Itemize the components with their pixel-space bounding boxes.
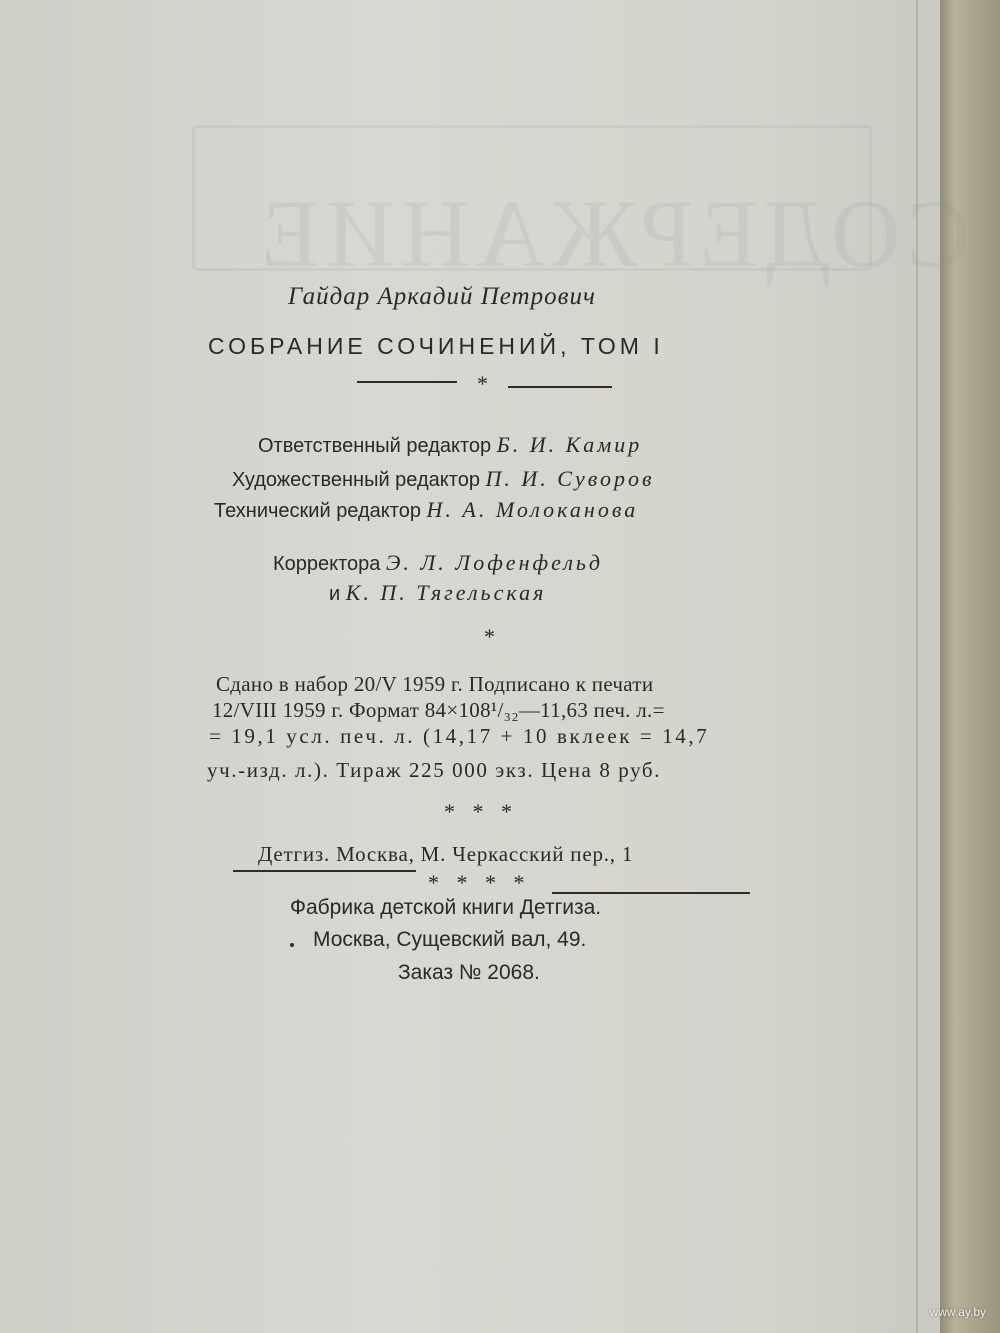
publisher-address: Детгиз. Москва, М. Черкасский пер., 1 [258, 842, 634, 866]
imprint-line-2: 12/VIII 1959 г. Формат 84×108¹/₃₂—11,63 печ. л.= [212, 698, 665, 722]
correctors-conj: и [329, 583, 341, 605]
title-divider-star: * [477, 371, 488, 396]
four-stars-divider: * * * * [428, 870, 531, 895]
stray-dot [290, 943, 294, 947]
credit-person: Н. А. Молоканова [426, 497, 639, 522]
site-watermark: www.ay.by [929, 1305, 986, 1319]
imprint-line-3: = 19,1 усл. печ. л. (14,17 + 10 вклеек = 14,7 [209, 724, 710, 748]
show-through-text: СОДЕРЖАНИЕ [255, 180, 971, 287]
credit-role: Ответственный редактор [258, 435, 492, 457]
factory-line-2: Москва, Сущевский вал, 49. [313, 928, 587, 951]
correctors-line-1 [273, 550, 603, 576]
factory-line-1: Фабрика детской книги Детгиза. [290, 896, 602, 919]
title-rule-right [508, 386, 612, 388]
imprint-line-4: уч.-изд. л.). Тираж 225 000 экз. Цена 8 руб. [207, 758, 662, 782]
credit-responsible-editor [258, 432, 642, 458]
corrector-name-2: К. П. Тягельская [345, 580, 547, 605]
correctors-label: Корректора [273, 553, 381, 575]
credit-role: Художественный редактор [232, 469, 480, 491]
imprint-line-1: Сдано в набор 20/V 1959 г. Подписано к печати [216, 672, 654, 696]
credit-person: Б. И. Камир [496, 432, 643, 457]
credit-art-editor [232, 466, 655, 492]
title-rule-left [357, 381, 457, 383]
volume-title: СОБРАНИЕ СОЧИНЕНИЙ, ТОМ I [208, 333, 664, 359]
credit-technical-editor [214, 497, 638, 523]
credit-role: Технический редактор [214, 500, 421, 522]
section-star: * [484, 624, 495, 649]
footer-rule-right [552, 892, 750, 894]
credit-person: П. И. Суворов [485, 466, 655, 491]
factory-line-3: Заказ № 2068. [398, 961, 540, 984]
footer-rule-left [233, 870, 416, 872]
correctors-line-2 [329, 580, 546, 606]
three-stars-divider: * * * [444, 799, 518, 824]
author-name: Гайдар Аркадий Петрович [288, 283, 596, 310]
corrector-name-1: Э. Л. Лофенфельд [385, 550, 604, 575]
